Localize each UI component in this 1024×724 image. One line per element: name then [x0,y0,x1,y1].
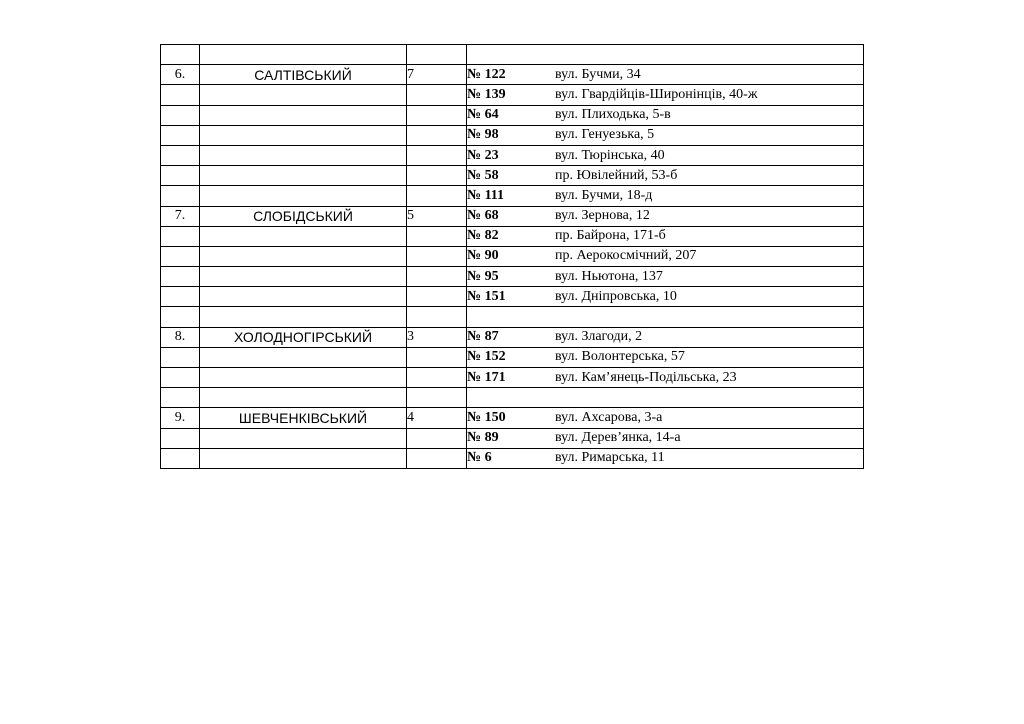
school-cell [467,347,864,367]
school-cell [467,287,864,307]
row-number-cell: 8. [161,327,200,347]
row-number-cell [161,428,200,448]
school-number: № 87 [467,329,499,345]
school-number: № 98 [467,127,499,143]
row-number-cell [161,267,200,287]
school-address: вул. Бучми, 34 [555,66,641,82]
table-row [161,166,864,186]
school-address: вул. Римарська, 11 [555,450,665,466]
school-address: вул. Кам’янець-Подільська, 23 [555,369,737,385]
table-row [161,45,864,65]
district-name-cell [200,85,407,105]
school-count-cell [407,448,467,468]
school-address: вул. Зернова, 12 [555,208,650,224]
school-cell [467,448,864,468]
table-row [161,267,864,287]
table-row [161,428,864,448]
school-count-cell [407,145,467,165]
school-count-cell [407,186,467,206]
district-name-cell: САЛТІВСЬКИЙ [200,65,407,85]
row-number-cell [161,186,200,206]
school-address: пр. Байрона, 171-б [555,228,666,244]
school-cell [467,105,864,125]
district-name-cell [200,125,407,145]
school-cell [467,226,864,246]
school-count-cell [407,125,467,145]
row-number-cell [161,307,200,327]
school-address: вул. Дніпровська, 10 [555,288,677,304]
table-row [161,287,864,307]
table-row [161,246,864,266]
schools-table [160,44,864,469]
school-count-cell: 7 [407,65,467,85]
table-row [161,85,864,105]
district-name-cell [200,267,407,287]
school-number: № 122 [467,66,506,82]
table-row [161,186,864,206]
school-number: № 90 [467,248,499,264]
row-number-cell [161,125,200,145]
school-count-cell [407,85,467,105]
school-count-cell [407,368,467,388]
school-cell [467,307,864,327]
school-count-cell [407,105,467,125]
school-number: № 6 [467,450,492,466]
school-address: вул. Ньютона, 137 [555,268,663,284]
row-number-cell [161,85,200,105]
table-row [161,307,864,327]
row-number-cell [161,226,200,246]
district-name-cell [200,347,407,367]
district-name-cell [200,226,407,246]
school-number: № 89 [467,430,499,446]
school-address: пр. Аерокосмічний, 207 [555,248,697,264]
row-number-cell [161,246,200,266]
school-cell [467,145,864,165]
row-number-cell [161,45,200,65]
school-count-cell [407,166,467,186]
table-row [161,408,864,428]
district-name-cell [200,105,407,125]
school-cell [467,65,864,85]
district-name-cell: СЛОБІДСЬКИЙ [200,206,407,226]
school-count-cell [407,307,467,327]
school-count-cell [407,246,467,266]
district-name-cell [200,246,407,266]
school-address: вул. Дерев’янка, 14-а [555,430,681,446]
school-address: вул. Волонтерська, 57 [555,349,685,365]
school-count-cell [407,347,467,367]
school-address: вул. Ахсарова, 3-а [555,409,663,425]
school-address: пр. Ювілейний, 53-б [555,167,678,183]
school-cell [467,206,864,226]
school-address: вул. Генуезька, 5 [555,127,655,143]
school-cell [467,408,864,428]
school-cell [467,246,864,266]
district-name-cell [200,307,407,327]
school-number: № 68 [467,208,499,224]
district-name-cell: ХОЛОДНОГІРСЬКИЙ [200,327,407,347]
district-name-cell [200,448,407,468]
row-number-cell [161,388,200,408]
school-count-cell [407,267,467,287]
table-row [161,368,864,388]
table-row [161,388,864,408]
row-number-cell [161,145,200,165]
school-number: № 151 [467,288,506,304]
row-number-cell [161,105,200,125]
school-cell [467,186,864,206]
row-number-cell [161,166,200,186]
school-count-cell [407,287,467,307]
table-row [161,145,864,165]
school-number: № 171 [467,369,506,385]
schools-table-body [161,45,864,469]
district-name-cell: ШЕВЧЕНКІВСЬКИЙ [200,408,407,428]
school-number: № 95 [467,268,499,284]
school-number: № 58 [467,167,499,183]
school-number: № 152 [467,349,506,365]
school-cell [467,85,864,105]
district-name-cell [200,145,407,165]
district-name-cell [200,166,407,186]
school-number: № 23 [467,147,499,163]
school-count-cell [407,388,467,408]
school-count-cell: 5 [407,206,467,226]
school-number: № 64 [467,107,499,123]
row-number-cell: 7. [161,206,200,226]
school-count-cell: 4 [407,408,467,428]
row-number-cell: 9. [161,408,200,428]
district-name-cell [200,45,407,65]
district-name-cell [200,287,407,307]
school-number: № 82 [467,228,499,244]
row-number-cell: 6. [161,65,200,85]
table-row [161,226,864,246]
table-row [161,105,864,125]
table-row [161,448,864,468]
district-name-cell [200,186,407,206]
school-address: вул. Тюрінська, 40 [555,147,665,163]
school-cell [467,327,864,347]
school-count-cell [407,428,467,448]
district-name-cell [200,428,407,448]
school-cell [467,125,864,145]
table-row [161,206,864,226]
school-number: № 150 [467,409,506,425]
school-cell [467,45,864,65]
school-cell [467,166,864,186]
district-name-cell [200,388,407,408]
school-cell [467,368,864,388]
school-address: вул. Плиходька, 5-в [555,107,671,123]
row-number-cell [161,347,200,367]
school-address: вул. Бучми, 18-д [555,187,653,203]
table-row [161,65,864,85]
row-number-cell [161,287,200,307]
table-row [161,327,864,347]
district-name-cell [200,368,407,388]
school-number: № 111 [467,187,505,203]
school-count-cell: 3 [407,327,467,347]
row-number-cell [161,368,200,388]
school-number: № 139 [467,86,506,102]
table-row [161,347,864,367]
school-count-cell [407,226,467,246]
table-row [161,125,864,145]
school-address: вул. Гвардійців-Широнінців, 40-ж [555,86,758,102]
school-count-cell [407,45,467,65]
school-cell [467,428,864,448]
school-cell [467,388,864,408]
school-address: вул. Злагоди, 2 [555,329,643,345]
school-cell [467,267,864,287]
row-number-cell [161,448,200,468]
